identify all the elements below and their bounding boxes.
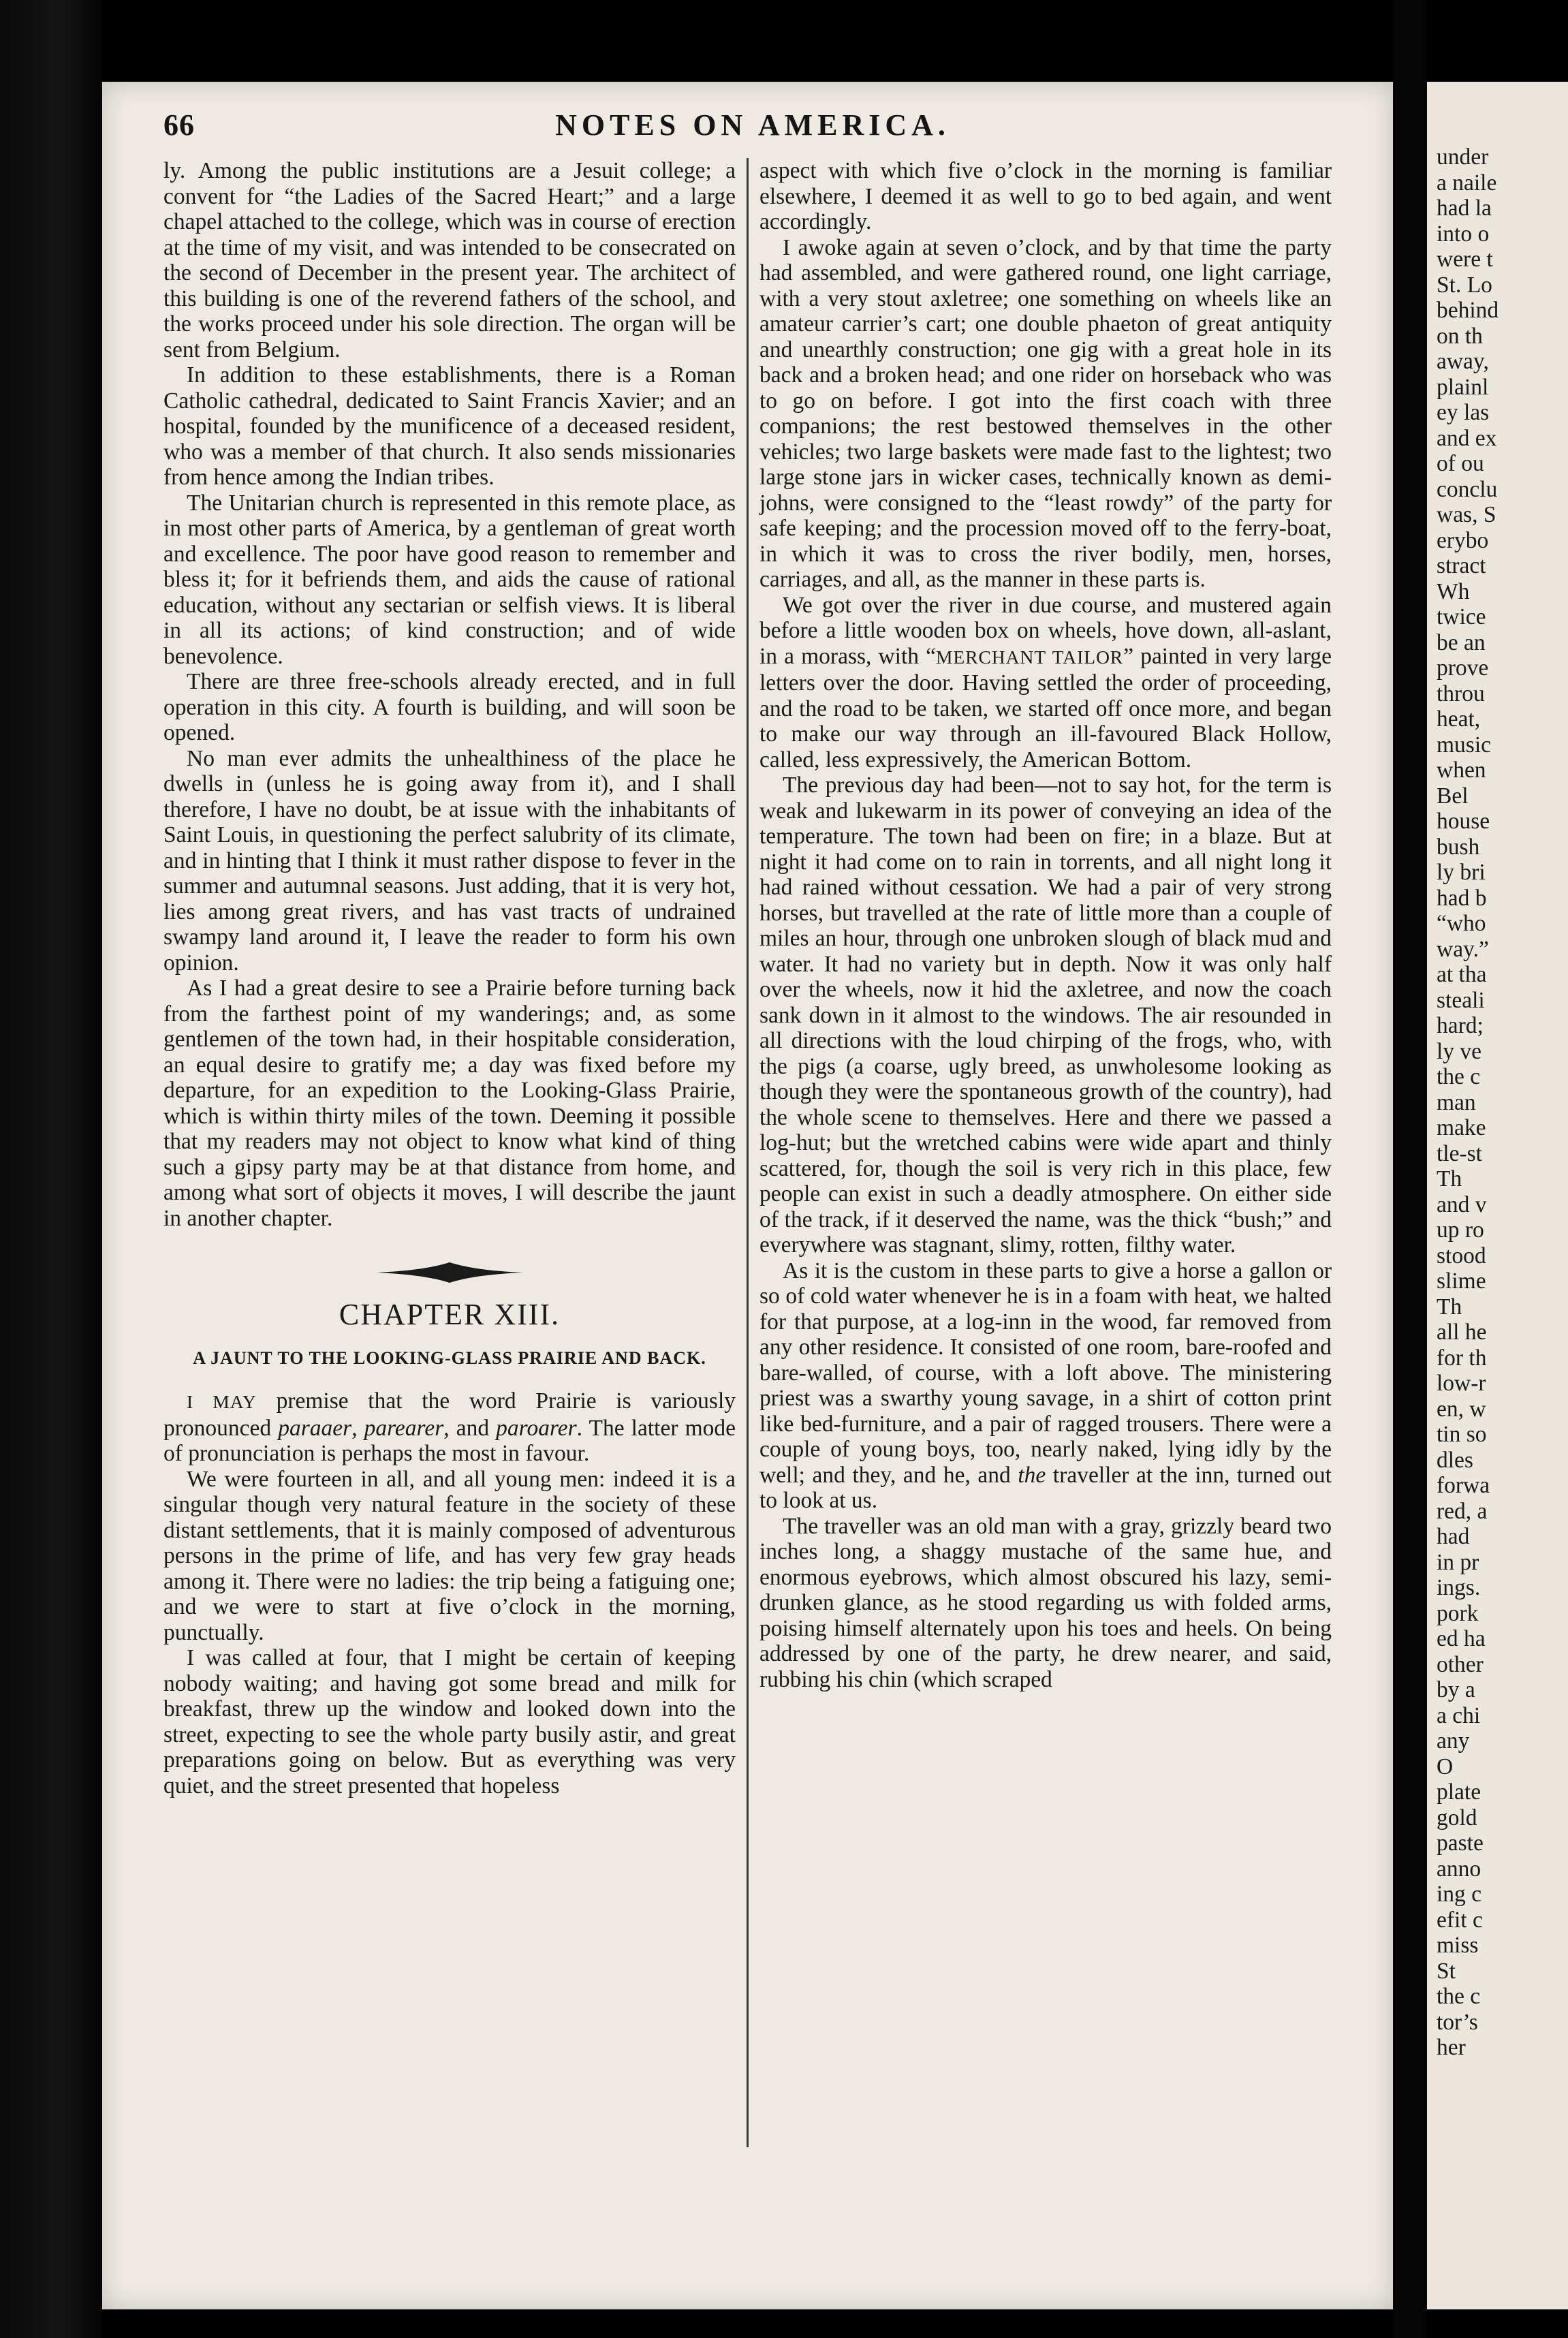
- facing-line-fragment: erybo: [1437, 527, 1489, 553]
- facing-line-fragment: any: [1437, 1728, 1470, 1754]
- small-caps-lead: I MAY: [187, 1392, 257, 1412]
- facing-line-fragment: way.”: [1437, 936, 1489, 962]
- facing-line-fragment: other: [1437, 1651, 1484, 1677]
- facing-line-fragment: heat,: [1437, 706, 1481, 732]
- paragraph: [163, 1388, 736, 1467]
- facing-line-fragment: at tha: [1437, 962, 1487, 987]
- book-page: [102, 82, 1393, 2309]
- facing-line-fragment: prove: [1437, 655, 1489, 681]
- scan-dark-margin: [0, 0, 102, 2338]
- facing-line-fragment: for th: [1437, 1345, 1487, 1371]
- text-run: . The latter mode of pronunciation is perhaps the most in favour.: [163, 1415, 736, 1466]
- facing-line-fragment: and ex: [1437, 425, 1497, 451]
- facing-line-fragment: bush: [1437, 834, 1480, 860]
- facing-line-fragment: were t: [1437, 247, 1493, 272]
- facing-line-fragment: hard;: [1437, 1013, 1484, 1038]
- facing-line-fragment: tle-st: [1437, 1140, 1482, 1166]
- facing-line-fragment: had b: [1437, 885, 1487, 911]
- facing-line-fragment: ey las: [1437, 400, 1490, 425]
- facing-line-fragment: forwa: [1437, 1473, 1490, 1498]
- left-column: [163, 158, 736, 1798]
- facing-line-fragment: in pr: [1437, 1549, 1479, 1575]
- facing-line-fragment: of ou: [1437, 451, 1484, 476]
- facing-line-fragment: a chi: [1437, 1702, 1481, 1728]
- facing-line-fragment: behind: [1437, 298, 1499, 323]
- paragraph: There are three free-schools already erected, and in full operation in this city. A fourth is building, and will soon be opened.: [163, 669, 736, 745]
- facing-line-fragment: away,: [1437, 349, 1489, 374]
- facing-line-fragment: “who: [1437, 911, 1486, 936]
- text-run: ” painted in very large letters over the door. Having settled the order of proceeding, and the road to be taken, we started off once more, and began to make our way through an ill-favoured Black Hollow, called, less expressively, the American Bottom.: [759, 643, 1332, 773]
- facing-line-fragment: anno: [1437, 1856, 1481, 1882]
- chapter-subtitle: A JAUNT TO THE LOOKING-GLASS PRAIRIE AND BACK.: [193, 1347, 706, 1368]
- text-run: , and: [443, 1415, 497, 1441]
- facing-line-fragment: by a: [1437, 1677, 1475, 1702]
- facing-line-fragment: ly ve: [1437, 1038, 1482, 1064]
- facing-line-fragment: had la: [1437, 196, 1492, 221]
- paragraph: ly. Among the public institutions are a Jesuit college; a convent for “the Ladies of the Sacred Heart;” and a large chapel attached to the college, which was in course of erection at the time of my visit, and was intended to be consecrated on the second of December in the present year. The architect of this building is one of the reverend fathers of the school, and the works proceed under his sole direction. The organ will be sent from Belgium.: [163, 158, 736, 362]
- paragraph: The previous day had been—not to say hot, for the term is weak and lukewarm in its power of conveying an idea of the temperature. The town had been on fire; in a blaze. But at night it had come on to rain in torrents, and all night long it had rained without cessation. We had a pair of very strong horses, but travelled at the rate of little more than a couple of miles an hour, through one unbroken slough of black mud and water. It had no variety but in depth. Now it was only half over the wheels, now it hid the axletree, and now the coach sank down in it almost to the windows. The air resounded in all directions with the loud chirping of the frogs, who, with the pigs (a coarse, ugly breed, as unwholesome looking as though they were the spontaneous growth of the country), had the whole scene to themselves. Here and there we passed a log-hut; but the wretched cabins were wide apart and thinly scattered, for, though the soil is very rich in this place, few people can exist in such a deadly atmosphere. On either side of the track, if it deserved the name, was the thick “bush;” and everywhere was stagnant, slimy, rotten, filthy water.: [759, 773, 1332, 1258]
- paragraph: In addition to these establishments, there is a Roman Catholic cathedral, dedicated to Saint Francis Xavier; and an hospital, founded by the munificence of a deceased resident, who was a member of that church. It also sends missionaries from hence among the Indian tribes.: [163, 362, 736, 490]
- facing-line-fragment: house: [1437, 809, 1490, 834]
- facing-line-fragment: music: [1437, 732, 1492, 758]
- facing-line-fragment: slime: [1437, 1268, 1486, 1294]
- facing-line-fragment: Th: [1437, 1294, 1462, 1320]
- facing-line-fragment: had: [1437, 1524, 1470, 1549]
- facing-line-fragment: ings.: [1437, 1575, 1481, 1600]
- facing-line-fragment: dles: [1437, 1447, 1473, 1473]
- facing-line-fragment: the c: [1437, 1064, 1481, 1089]
- facing-line-fragment: Wh: [1437, 578, 1470, 604]
- facing-line-fragment: on th: [1437, 323, 1483, 349]
- facing-line-fragment: plate: [1437, 1779, 1481, 1805]
- facing-line-fragment: ly bri: [1437, 860, 1486, 885]
- italic-word: the: [1018, 1462, 1046, 1488]
- facing-line-fragment: Bel: [1437, 783, 1469, 809]
- facing-page: [1427, 82, 1568, 2309]
- column-rule: [747, 158, 749, 2147]
- text-run: As it is the custom in these parts to give a horse a gallon or so of cold water whenever he is in a foam with heat, we halted for that purpose, at a log-inn in the wood, far removed from any other residence. It consisted of one room, bare-roofed and bare-walled, of course, with a loft above. The ministering priest was a swarthy young savage, in a shirt of cotton print like bed-furniture, and a pair of ragged trousers. There were a couple of young boys, too, nearly naked, lying idly by the well; and they, and he, and: [759, 1258, 1332, 1488]
- facing-line-fragment: stood: [1437, 1243, 1486, 1268]
- paragraph: The Unitarian church is represented in this remote place, as in most other parts of America, by a gentleman of great worth and excellence. The poor have good reason to remember and bless it; for it befriends them, and aids the cause of rational education, without any sectarian or selfish views. It is liberal in all its actions; of kind construction; and of wide benevolence.: [163, 490, 736, 669]
- facing-line-fragment: ing c: [1437, 1882, 1482, 1907]
- facing-line-fragment: twice: [1437, 604, 1486, 629]
- text-run: traveller at the inn, turned out to look at us.: [759, 1462, 1332, 1513]
- running-head: NOTES ON AMERICA.: [555, 108, 950, 142]
- facing-line-fragment: and v: [1437, 1191, 1487, 1217]
- facing-line-fragment: tor’s: [1437, 2009, 1478, 2035]
- facing-line-fragment: under: [1437, 144, 1489, 170]
- facing-line-fragment: ed ha: [1437, 1626, 1486, 1651]
- paragraph: aspect with which five o’clock in the morning is familiar elsewhere, I deemed it as well to go to bed again, and went accordingly.: [759, 158, 1332, 234]
- facing-line-fragment: when: [1437, 758, 1486, 783]
- paragraph: The traveller was an old man with a gray, grizzly beard two inches long, a shaggy mustache of the same hue, and enormous eyebrows, which almost obscured his lazy, semi-drunken glance, as he stood regarding us with folded arms, poising himself alternately upon his toes and heels. On being addressed by one of the party, he drew nearer, and said, rubbing his chin (which scraped: [759, 1513, 1332, 1692]
- facing-line-fragment: conclu: [1437, 476, 1498, 502]
- facing-line-fragment: red, a: [1437, 1498, 1488, 1524]
- ornament-divider: [375, 1261, 524, 1284]
- paragraph: [759, 1258, 1332, 1514]
- facing-page-text: [1437, 144, 1568, 2061]
- paragraph: No man ever admits the unhealthiness of the place he dwells in (unless he is going away from it), and I shall therefore, I have no doubt, be at issue with the inhabitants of Saint Louis, in questioning the perfect salubrity of its climate, and in hinting that I think it must rather dispose to fever in the summer and autumnal seasons. Just adding, that it is very hot, lies among great rivers, and has vast tracts of undrained swampy land around it, I leave the reader to form his own opinion.: [163, 745, 736, 976]
- scan-gutter: [1393, 0, 1427, 2338]
- text-run: We got over the river in due course, and mustered again before a little wooden box on wheels, hove down, all-aslant, in a morass, with “: [759, 592, 1332, 669]
- text-run: premise that the word Prairie is variously pronounced: [163, 1388, 736, 1441]
- facing-line-fragment: stract: [1437, 553, 1486, 578]
- facing-line-fragment: low-r: [1437, 1371, 1486, 1396]
- facing-line-fragment: miss: [1437, 1933, 1479, 1958]
- facing-line-fragment: efit c: [1437, 1907, 1483, 1933]
- facing-line-fragment: steali: [1437, 987, 1485, 1013]
- facing-line-fragment: St. Lo: [1437, 272, 1492, 298]
- page-header: [136, 102, 1369, 157]
- right-column: [759, 158, 1332, 1692]
- pronunciation-variant: paroarer: [496, 1415, 577, 1441]
- paragraph: We were fourteen in all, and all young men: indeed it is a singular though very natural feature in the society of these distant settlements, that it is mainly composed of adventurous persons in the prime of life, and has very few gray heads among it. There were no ladies: the trip being a fatiguing one; and we were to start at five o’clock in the morning, punctually.: [163, 1466, 736, 1645]
- chapter-title: CHAPTER XIII.: [339, 1298, 561, 1331]
- pronunciation-variant: parearer: [364, 1415, 444, 1441]
- sign-text: MERCHANT TAILOR: [936, 646, 1124, 668]
- text-run: ,: [351, 1415, 364, 1441]
- pronunciation-variant: paraaer: [278, 1415, 352, 1441]
- facing-line-fragment: en, w: [1437, 1396, 1486, 1422]
- facing-line-fragment: paste: [1437, 1830, 1484, 1856]
- paragraph: As I had a great desire to see a Prairie before turning back from the farthest point of my wanderings; and, as some gentlemen of the town had, in their hospitable consideration, an equal desire to gratify me; a day was fixed before my departure, for an expedition to the Looking-Glass Prairie, which is within thirty miles of the town. Deeming it possible that my readers may not object to know what kind of thing such a gipsy party may be at that distance from home, and among what sort of objects it moves, I will describe the jaunt in another chapter.: [163, 976, 736, 1231]
- facing-line-fragment: man: [1437, 1089, 1476, 1115]
- facing-line-fragment: was, S: [1437, 502, 1496, 527]
- facing-line-fragment: a naile: [1437, 170, 1497, 196]
- facing-line-fragment: her: [1437, 2035, 1466, 2060]
- facing-line-fragment: make: [1437, 1115, 1486, 1140]
- facing-line-fragment: throu: [1437, 681, 1485, 706]
- page-number: 66: [163, 108, 195, 142]
- facing-line-fragment: into o: [1437, 221, 1490, 247]
- facing-line-fragment: be an: [1437, 629, 1486, 655]
- paragraph: [759, 593, 1332, 773]
- facing-line-fragment: the c: [1437, 1984, 1481, 2009]
- paragraph: I was called at four, that I might be certain of keeping nobody waiting; and having got some bread and milk for breakfast, threw up the window and looked down into the street, expecting to see the whole party busily astir, and great preparations going on below. But as everything was very quiet, and the street presented that hopeless: [163, 1645, 736, 1798]
- facing-line-fragment: St: [1437, 1958, 1456, 1984]
- facing-line-fragment: plainl: [1437, 374, 1489, 400]
- paragraph: I awoke again at seven o’clock, and by that time the party had assembled, and were gathered round, one light carriage, with a very stout axletree; one something on wheels like an amateur carrier’s cart; one double phaeton of great antiquity and unearthly construction; one gig with a great hole in its back and a broken head; and one rider on horseback who was to go on before. I got into the first coach with three companions; the rest bestowed themselves in the other vehicles; two large baskets were made fast to the lightest; two large stone jars in wicker cases, technically known as demi-johns, were consigned to the “least rowdy” of the party for safe keeping; and the procession moved off to the ferry-boat, in which it was to cross the river bodily, men, horses, carriages, and all, as the manner in these parts is.: [759, 234, 1332, 592]
- facing-line-fragment: tin so: [1437, 1422, 1487, 1447]
- facing-line-fragment: gold: [1437, 1805, 1477, 1830]
- facing-line-fragment: pork: [1437, 1600, 1479, 1626]
- facing-line-fragment: up ro: [1437, 1217, 1484, 1243]
- facing-line-fragment: all he: [1437, 1320, 1487, 1345]
- facing-line-fragment: O: [1437, 1754, 1454, 1779]
- facing-line-fragment: Th: [1437, 1166, 1462, 1191]
